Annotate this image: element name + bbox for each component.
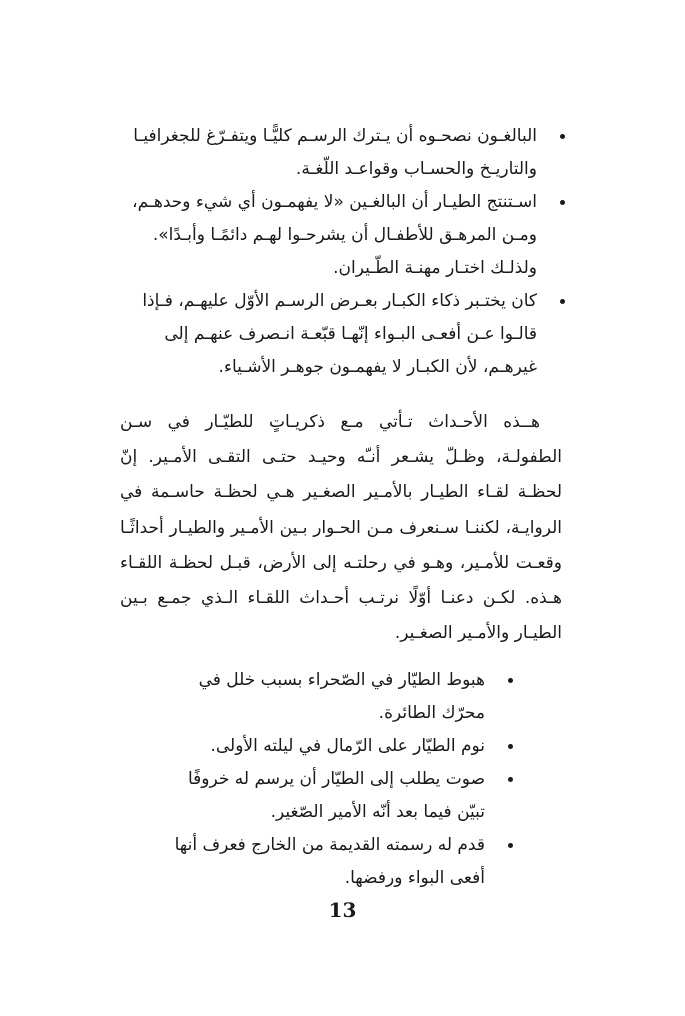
list-item-text: اسـتنتج الطيـار أن البالغـين «لا يفهمـون أي شيء وحدهـم، ومـن المرهـق للأطفـال أن يشرحـوا لهـم دائمًـا وأبـدًا». ولذلـك اختـار مهنـة الطّـيران. [132,192,537,278]
list-item [155,829,485,895]
page-number: 13 [328,898,357,922]
list-item [107,186,537,285]
list-item-text: صوت يطلب إلى الطيّار أن يرسم له خروفًا تبيّن فيما بعد أنّه الأمير الصّغير. [187,769,485,822]
list-item [155,763,485,829]
bullet-dot-icon [508,744,513,749]
bullet-dot-icon [560,134,565,139]
list-item-text: هبوط الطيّار في الصّحراء بسبب خلل في محرّك الطائرة. [198,670,485,723]
bullet-dot-icon [508,777,513,782]
body-paragraph: هــذه الأحـداث تـأتي مـع ذكريـاتٍ للطيّـار في سـن الطفولـة، وظـلّ يشـعر أنـّه وحيـد حتـى التقـى الأمـير. إنّ لحظـة لقـاء الطيـار بالأمـير الصغـير هـي لحظـة حاسـمة في الروايـة، لكننـا سـنعرف مـن الحـوار بـين الأمـير والطيـار أحداثًـا وقعـت للأمـير، وهـو في رحلتـه إلى الأرض، قبـل لحظـة اللقـاء هـذه. لكـن دعنـا أوّلًا نرتـب أحـداث اللقـاء الـذي جمـع بـين الطيـار والأمـير الصغـير. [120,412,562,644]
list-item-text: نوم الطيّار على الرّمال في ليلته الأولى. [210,736,485,756]
list-item [107,285,537,384]
list-item-text: البالغـون نصحـوه أن يـترك الرسـم كليًّـا ويتفـرّغ للجغرافيـا والتاريـخ والحسـاب وقواعـد اللّغـة. [133,126,537,179]
list-item [155,664,485,730]
bullet-dot-icon [560,299,565,304]
events-bullet-list [155,664,485,895]
list-item [107,120,537,186]
bullet-dot-icon [560,200,565,205]
list-item-text: قدم له رسمته القديمة من الخارج فعرف أنها أفعى البواء ورفضها. [174,835,485,888]
bullet-dot-icon [508,843,513,848]
bullet-dot-icon [508,678,513,683]
list-item-text: كان يختـبر ذكاء الكبـار بعـرض الرسـم الأوّل عليهـم، فـإذا قالـوا عـن أفعـى البـواء إنّهـا قبّعـة انـصرف عنهـم إلى غيرهـم، لأن الكبـار لا يفهمـون جوهـر الأشـياء. [142,291,537,377]
summary-bullet-list [107,120,537,384]
list-item [155,730,485,763]
